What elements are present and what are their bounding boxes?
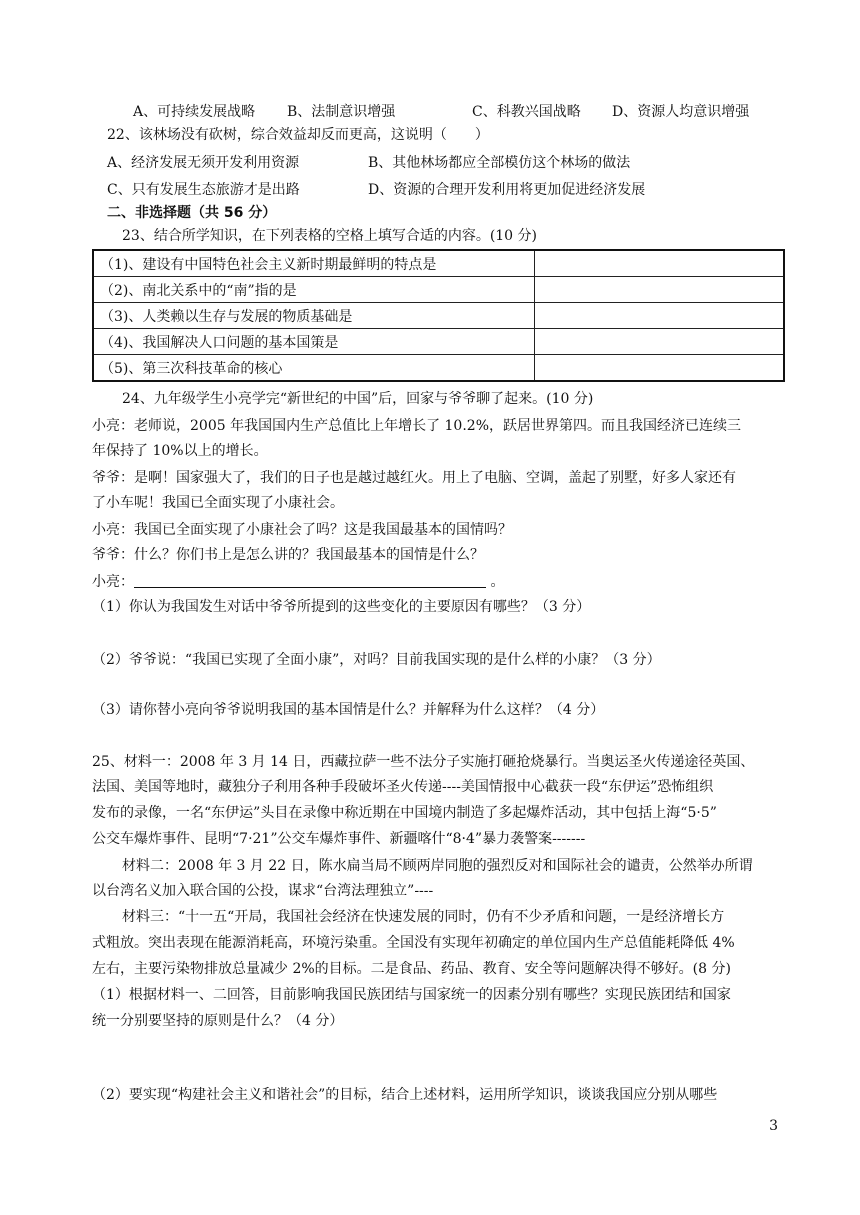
q24-subquestion-2: （2）爷爷说：“我国已实现了全面小康”，对吗？目前我国实现的是什么样的小康？（3 分） [92,652,661,668]
table-row [93,355,784,382]
q24-subquestion-3: （3）请你替小亮向爷爷说明我国的基本国情是什么？并解释为什么这样？（4 分） [92,702,605,718]
answer-blank[interactable] [535,303,785,329]
q22-option-d: D、资源的合理开发利用将更加促进经济发展 [368,182,646,198]
q21-option-b: B、法制意识增强 [287,104,396,120]
material-line: 材料三：“十一五“开局，我国社会经济在快速发展的同时，仍有不少矛盾和问题，一是经济增长方 [122,909,725,925]
material-line: 材料二：2008 年 3 月 22 日，陈水扁当局不顾两岸同胞的强烈反对和国际社会的谴责，公然举办所谓 [122,858,753,874]
dialogue-answer-line [92,572,504,592]
answer-blank[interactable] [535,329,785,355]
table-row [93,329,784,355]
section-title: 二、非选择题（共 56 分） [107,205,277,221]
q22-option-c: C、只有发展生态旅游才是出路 [107,182,300,198]
dialogue-line: 了小车呢！我国已全面实现了小康社会。 [92,495,344,511]
dialogue-line: 爷爷：是啊！国家强大了，我们的日子也是越过越红火。用上了电脑、空调，盖起了别墅，好多人家还有 [92,470,736,486]
q23-stem: 23、结合所学知识，在下列表格的空格上填写合适的内容。(10 分) [122,228,538,244]
q25-subquestion-1-cont: 统一分别要坚持的原则是什么？（4 分） [92,1013,344,1029]
q23-table [92,249,785,382]
q21-option-d: D、资源人均意识增强 [612,104,750,120]
q22-option-b: B、其他林场都应全部模仿这个林场的做法 [368,155,631,171]
table-cell-question: （5)、第三次科技革命的核心 [93,355,535,382]
q22-option-a: A、经济发展无须开发利用资源 [107,155,300,171]
dialogue-line: 小亮：我国已全面实现了小康社会了吗？这是我国最基本的国情吗？ [92,522,512,538]
q24-stem: 24、九年级学生小亮学完“新世纪的中国”后，回家与爷爷聊了起来。(10 分) [122,391,594,407]
table-row [93,250,784,277]
material-line: 左右，主要污染物排放总量减少 2%的目标。二是食品、药品、教育、安全等问题解决得不够好。(8 分) [92,961,731,977]
answer-blank[interactable] [535,277,785,303]
table-row [93,303,784,329]
material-line: 公交车爆炸事件、昆明“7·21”公交车爆炸事件、新疆喀什“8·4”暴力袭警案------- [92,831,586,847]
q22-stem: 22、该林场没有砍树，综合效益却反而更高，这说明（ ） [107,127,489,143]
sentence-end: 。 [490,574,505,590]
answer-blank[interactable] [535,355,785,382]
q25-subquestion-1: （1）根据材料一、二回答，目前影响我国民族团结与国家统一的因素分别有哪些？实现民族团结和国家 [92,987,731,1003]
material-line: 以台湾名义加入联合国的公投，谋求“台湾法理独立”---- [92,883,434,899]
table-cell-question: （2)、南北关系中的“南”指的是 [93,277,535,303]
q25-subquestion-2: （2）要实现“构建社会主义和谐社会”的目标，结合上述材料，运用所学知识，谈谈我国应分别从哪些 [92,1087,718,1103]
table-cell-question: （3)、人类赖以生存与发展的物质基础是 [93,303,535,329]
dialogue-line: 年保持了 10%以上的增长。 [92,443,268,459]
answer-blank[interactable] [134,573,486,588]
dialogue-line: 爷爷：什么？你们书上是怎么讲的？我国最基本的国情是什么？ [92,547,484,563]
material-line: 发布的录像，一名“东伊运”头目在录像中称近期在中国境内制造了多起爆炸活动，其中包括上海“5·5” [92,805,717,821]
answer-blank[interactable] [535,250,785,277]
page-number: 3 [769,1118,778,1134]
dialogue-line: 小亮：老师说，2005 年我国国内生产总值比上年增长了 10.2%，跃居世界第四。而且我国经济已连续三 [92,418,742,434]
table-row [93,277,784,303]
speaker-label: 小亮： [92,574,134,590]
q21-option-c: C、科教兴国战略 [472,104,581,120]
q24-subquestion-1: （1）你认为我国发生对话中爷爷所提到的这些变化的主要原因有哪些？（3 分） [92,599,591,615]
table-cell-question: （1)、建设有中国特色社会主义新时期最鲜明的特点是 [93,250,535,277]
material-line: 式粗放。突出表现在能源消耗高，环境污染重。全国没有实现年初确定的单位国内生产总值能耗降低 4% [92,935,735,951]
table-cell-question: （4)、我国解决人口问题的基本国策是 [93,329,535,355]
material-line: 25、材料一：2008 年 3 月 14 日，西藏拉萨一些不法分子实施打砸抢烧暴行。当奥运圣火传递途径英国、 [92,754,755,770]
material-line: 法国、美国等地时，藏独分子利用各种手段破坏圣火传递----美国情报中心截获一段“东伊运”恐怖组织 [92,779,714,795]
q21-option-a: A、可持续发展战略 [133,104,256,120]
